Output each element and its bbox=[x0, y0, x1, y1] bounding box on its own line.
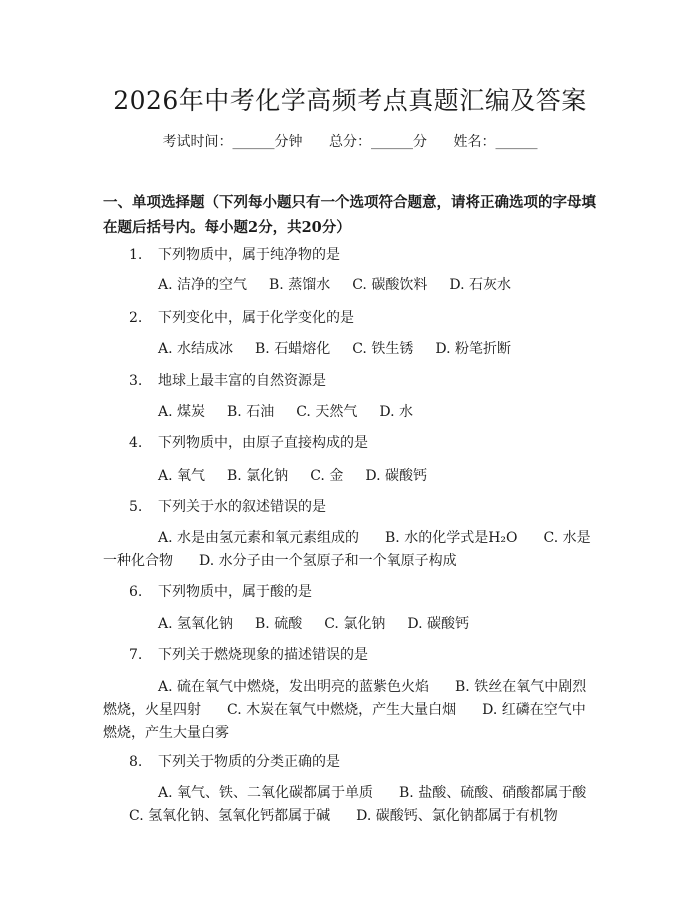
option-a: A. 硫在氧气中燃烧，发出明亮的蓝紫色火焰 bbox=[158, 679, 430, 695]
question-number: 2. bbox=[129, 310, 143, 326]
question-stem: 下列变化中，属于化学变化的是 bbox=[158, 310, 354, 326]
exam-info-line bbox=[0, 132, 700, 152]
option-c: C. 水是一种化合物 bbox=[103, 530, 591, 569]
option-d: D. 水分子由一个氢原子和一个氧原子构成 bbox=[199, 553, 457, 569]
option-d: D. 水 bbox=[379, 404, 413, 420]
question-5-options bbox=[103, 527, 595, 573]
question-number: 1. bbox=[129, 247, 143, 263]
question-7-options bbox=[103, 676, 595, 745]
question-number: 3. bbox=[129, 373, 143, 389]
question-stem: 下列物质中，由原子直接构成的是 bbox=[158, 435, 368, 451]
section-heading: 一、单项选择题（下列每小题只有一个选项符合题意，请将正确选项的字母填在题后括号内。每小题2分，共20分） bbox=[103, 194, 596, 236]
question-3-options bbox=[158, 402, 435, 422]
question-8-options bbox=[103, 782, 595, 828]
question-stem: 下列物质中，属于纯净物的是 bbox=[158, 247, 340, 263]
exam-time-field: 考试时间：______分钟 bbox=[162, 134, 303, 150]
question-number: 6. bbox=[129, 584, 143, 600]
option-b: B. 硫酸 bbox=[255, 616, 303, 632]
option-a: A. 氧气 bbox=[158, 468, 206, 484]
option-b: B. 石蜡熔化 bbox=[255, 341, 331, 357]
question-stem: 下列关于水的叙述错误的是 bbox=[158, 499, 326, 515]
option-c: C. 氯化钠 bbox=[324, 616, 386, 632]
option-c: C. 铁生锈 bbox=[352, 341, 414, 357]
option-d: D. 粉笔折断 bbox=[435, 341, 511, 357]
question-stem: 下列物质中，属于酸的是 bbox=[158, 584, 312, 600]
total-score-field: 总分：______分 bbox=[329, 134, 427, 150]
option-d: D. 红磷在空气中燃烧，产生大量白雾 bbox=[103, 702, 586, 741]
student-name-field: 姓名：______ bbox=[453, 134, 538, 150]
question-number: 5. bbox=[129, 499, 143, 515]
option-b: B. 盐酸、硫酸、硝酸都属于酸 bbox=[399, 785, 587, 801]
question-number: 7. bbox=[129, 647, 143, 663]
question-2-options bbox=[158, 339, 533, 359]
option-c: C. 碳酸饮料 bbox=[352, 277, 428, 293]
option-c: C. 天然气 bbox=[296, 404, 358, 420]
option-a: A. 水结成冰 bbox=[158, 341, 234, 357]
option-c: C. 木炭在氧气中燃烧，产生大量白烟 bbox=[227, 702, 457, 718]
option-b: B. 氯化钠 bbox=[227, 468, 289, 484]
option-a: A. 氧气、铁、二氧化碳都属于单质 bbox=[158, 785, 374, 801]
option-b: B. 铁丝在氧气中剧烈燃烧，火星四射 bbox=[103, 679, 587, 718]
option-a: A. 洁净的空气 bbox=[158, 277, 248, 293]
option-b: B. 水的化学式是H₂O bbox=[385, 530, 518, 546]
question-number: 8. bbox=[129, 754, 143, 770]
option-d: D. 碳酸钙、氯化钠都属于有机物 bbox=[356, 808, 558, 824]
option-d: D. 石灰水 bbox=[449, 277, 511, 293]
option-a: A. 氢氧化钠 bbox=[158, 616, 234, 632]
question-stem: 地球上最丰富的自然资源是 bbox=[158, 373, 326, 389]
option-a: A. 水是由氢元素和氧元素组成的 bbox=[158, 530, 360, 546]
question-4-options bbox=[158, 466, 449, 486]
page-title: 2026年中考化学高频考点真题汇编及答案 bbox=[113, 86, 587, 115]
option-d: D. 碳酸钙 bbox=[407, 616, 469, 632]
question-6-options bbox=[158, 614, 491, 634]
option-d: D. 碳酸钙 bbox=[365, 468, 427, 484]
option-b: B. 蒸馏水 bbox=[269, 277, 331, 293]
question-stem: 下列关于物质的分类正确的是 bbox=[158, 754, 340, 770]
question-stem: 下列关于燃烧现象的描述错误的是 bbox=[158, 647, 368, 663]
question-number: 4. bbox=[129, 435, 143, 451]
option-c: C. 氢氧化钠、氢氧化钙都属于碱 bbox=[129, 808, 331, 824]
question-1-options bbox=[158, 275, 533, 295]
option-b: B. 石油 bbox=[227, 404, 275, 420]
option-c: C. 金 bbox=[310, 468, 344, 484]
option-a: A. 煤炭 bbox=[158, 404, 206, 420]
